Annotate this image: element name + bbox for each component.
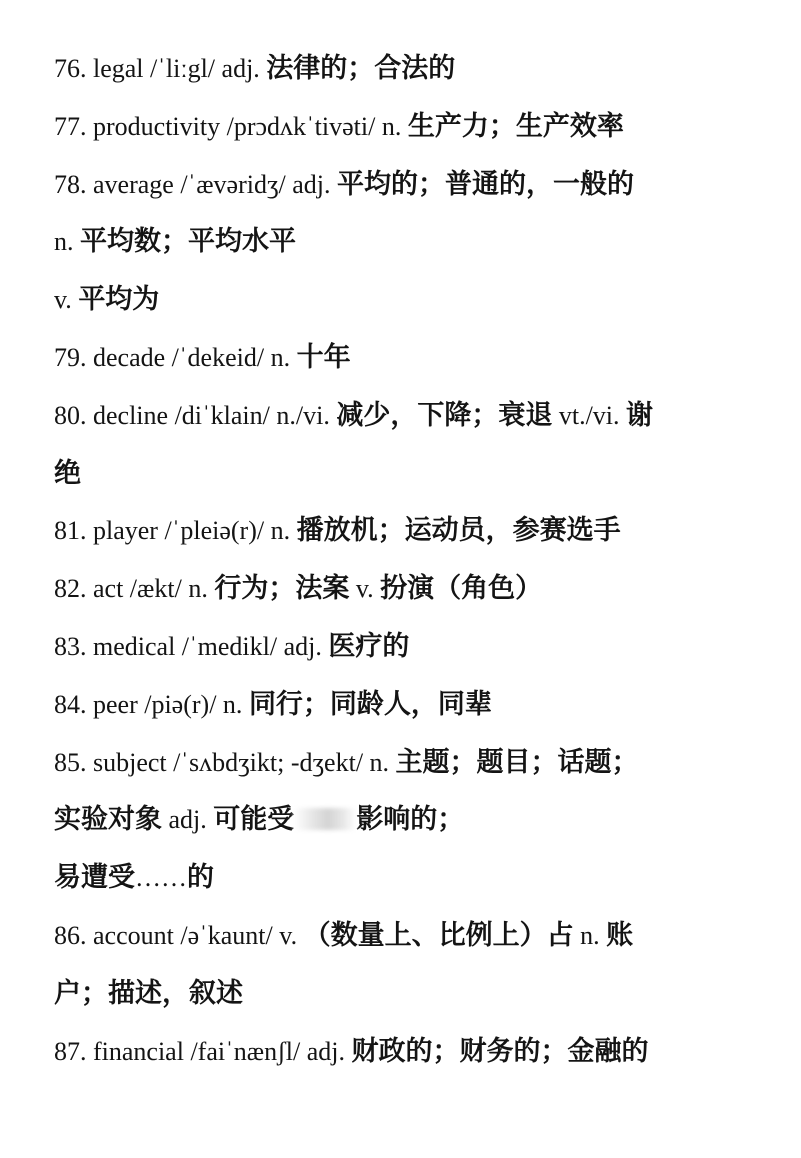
entry-85-adj-pos: adj. xyxy=(162,805,214,835)
entry-86-line xyxy=(54,916,784,974)
entry-85-adj-meaning-3: 的 xyxy=(187,862,214,894)
entry-81-line xyxy=(54,511,784,569)
entry-86-noun-pos: n. xyxy=(573,920,607,950)
entry-87-line xyxy=(54,1032,784,1090)
entry-80-line xyxy=(54,396,784,454)
entry-85-line xyxy=(54,743,784,801)
entry-79-headword: 79. decade /ˈdekeid/ n. xyxy=(54,342,297,372)
entry-78-noun-meaning: 平均数；平均水平 xyxy=(80,226,296,258)
entry-82-headword: 82. act /ækt/ n. xyxy=(54,574,215,604)
vocabulary-list xyxy=(54,49,784,1089)
entry-78-noun-line xyxy=(54,222,784,280)
entry-86-continuation-line xyxy=(54,974,784,1032)
entry-76-meaning: 法律的；合法的 xyxy=(266,53,456,84)
entry-85-headword: 85. subject /ˈsʌbdʒikt; -dʒekt/ n. xyxy=(54,747,396,777)
entry-81-meaning: 播放机；运动员，参赛选手 xyxy=(296,515,621,547)
entry-86-headword: 86. account /əˈkaunt/ v. xyxy=(54,920,304,950)
entry-81-headword: 81. player /ˈpleiə(r)/ n. xyxy=(54,516,297,546)
entry-86-noun-meaning: 账 xyxy=(606,919,634,951)
entry-80-verb-meaning: 谢 xyxy=(626,399,654,431)
entry-86-meaning: （数量上、比例上）占 xyxy=(303,919,574,951)
entry-78-verb-meaning: 平均为 xyxy=(78,284,160,316)
entry-83-meaning: 医疗的 xyxy=(328,630,410,662)
entry-83-headword: 83. medical /ˈmedikl/ adj. xyxy=(54,631,329,661)
entry-84-meaning: 同行；同龄人，同辈 xyxy=(248,688,492,720)
entry-85-adj-meaning: 可能受 xyxy=(213,804,295,836)
entry-85-meaning: 主题；题目；话题； xyxy=(395,746,639,778)
entry-85-ellipsis: …… xyxy=(135,863,187,893)
entry-77-headword: 77. productivity /prɔdʌkˈtivəti/ n. xyxy=(54,111,408,141)
entry-78-line xyxy=(54,165,784,223)
entry-80-verb-pos: vt./vi. xyxy=(552,400,627,430)
blurred-word-patch xyxy=(294,808,356,830)
entry-76-line xyxy=(54,49,784,107)
entry-78-noun-pos: n. xyxy=(54,227,80,257)
entry-78-meaning: 平均的；普通的，一般的 xyxy=(337,168,634,200)
entry-87-meaning: 财政的；财务的；金融的 xyxy=(351,1035,649,1067)
entry-83-line xyxy=(54,627,784,685)
entry-78-headword: 78. average /ˈævəridʒ/ adj. xyxy=(54,169,337,199)
entry-82-verb-meaning: 扮演（角色） xyxy=(380,573,543,605)
entry-79-meaning: 十年 xyxy=(296,341,351,373)
entry-78-verb-pos: v. xyxy=(54,285,79,315)
entry-82-verb-pos: v. xyxy=(349,574,381,604)
entry-85-adj-meaning-end: 影响的； xyxy=(356,804,465,836)
entry-85-adj-meaning-2: 易遭受 xyxy=(54,862,135,894)
entry-82-meaning: 行为；法案 xyxy=(214,573,350,605)
entry-80-meaning: 减少，下降；衰退 xyxy=(336,399,553,431)
entry-84-line xyxy=(54,685,784,743)
entry-85-adj-continuation-line xyxy=(54,858,784,916)
entry-80-continuation-line xyxy=(54,454,784,512)
entry-76-headword: 76. legal /ˈliːgl/ adj. xyxy=(54,54,267,83)
entry-84-headword: 84. peer /piə(r)/ n. xyxy=(54,689,249,719)
entry-77-line xyxy=(54,107,784,165)
entry-86-noun-meaning-cont: 户；描述，叙述 xyxy=(54,977,243,1009)
entry-77-meaning: 生产力；生产效率 xyxy=(407,110,624,142)
entry-78-verb-line xyxy=(54,280,784,338)
entry-85-adj-line xyxy=(54,800,784,858)
entry-82-line xyxy=(54,569,784,627)
entry-79-line xyxy=(54,338,784,396)
entry-85-meaning-cont: 实验对象 xyxy=(54,804,162,836)
entry-80-verb-meaning-cont: 绝 xyxy=(54,457,81,489)
entry-87-headword: 87. financial /faiˈnænʃl/ adj. xyxy=(54,1036,352,1066)
entry-80-headword: 80. decline /diˈklain/ n./vi. xyxy=(54,400,337,430)
